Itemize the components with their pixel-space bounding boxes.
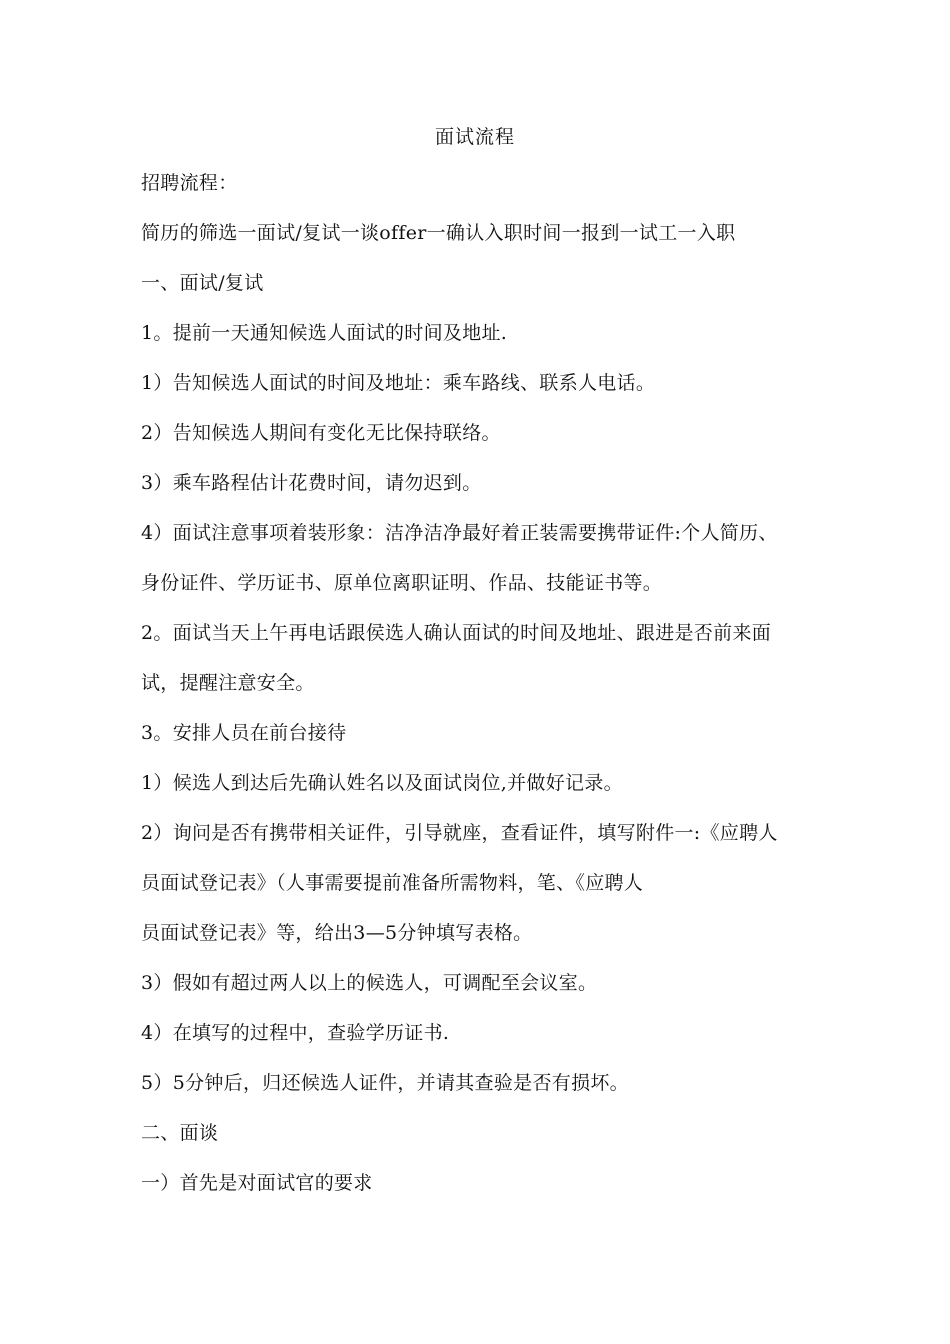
paragraph-line: 2）告知候选人期间有变化无比保持联络。 — [141, 422, 501, 444]
paragraph-line: 一）首先是对面试官的要求 — [141, 1172, 373, 1194]
paragraph-line: 试，提醒注意安全。 — [141, 672, 315, 694]
paragraph-line: 3。安排人员在前台接待 — [141, 722, 347, 744]
paragraph-line: 1）候选人到达后先确认姓名以及面试岗位,并做好记录。 — [141, 772, 623, 794]
section-heading: 二、面谈 — [141, 1122, 219, 1144]
paragraph-line: 5）5分钟后，归还候选人证件，并请其查验是否有损坏。 — [141, 1072, 629, 1094]
paragraph-line: 1）告知候选人面试的时间及地址：乘车路线、联系人电话。 — [141, 372, 656, 394]
section-heading: 一、面试/复试 — [141, 272, 264, 294]
paragraph-line: 身份证件、学历证书、原单位离职证明、作品、技能证书等。 — [141, 572, 663, 594]
paragraph-line: 2。面试当天上午再电话跟侯选人确认面试的时间及地址、跟进是否前来面 — [141, 622, 771, 644]
paragraph-line: 3）乘车路程估计花费时间，请勿迟到。 — [141, 472, 482, 494]
paragraph-line: 简历的筛选一面试/复试一谈offer一确认入职时间一报到一试工一入职 — [141, 222, 736, 244]
document-title: 面试流程 — [434, 126, 515, 148]
paragraph-line: 员面试登记表》等，给出3—5分钟填写表格。 — [141, 922, 533, 944]
paragraph-line: 4）在填写的过程中，查验学历证书. — [141, 1022, 450, 1044]
paragraph-line: 4）面试注意事项着装形象：洁净洁净最好着正装需要携带证件:个人简历、 — [141, 522, 778, 544]
document-body — [141, 168, 841, 1218]
paragraph-line: 招聘流程： — [141, 172, 238, 194]
paragraph-line: 员面试登记表》（人事需要提前准备所需物料，笔、《应聘人 — [141, 872, 644, 894]
paragraph-line: 1。提前一天通知候选人面试的时间及地址. — [141, 322, 508, 344]
paragraph-line: 2）询问是否有携带相关证件，引导就座，查看证件，填写附件一:《应聘人 — [141, 822, 778, 844]
paragraph-line: 3）假如有超过两人以上的候选人，可调配至会议室。 — [141, 972, 598, 994]
